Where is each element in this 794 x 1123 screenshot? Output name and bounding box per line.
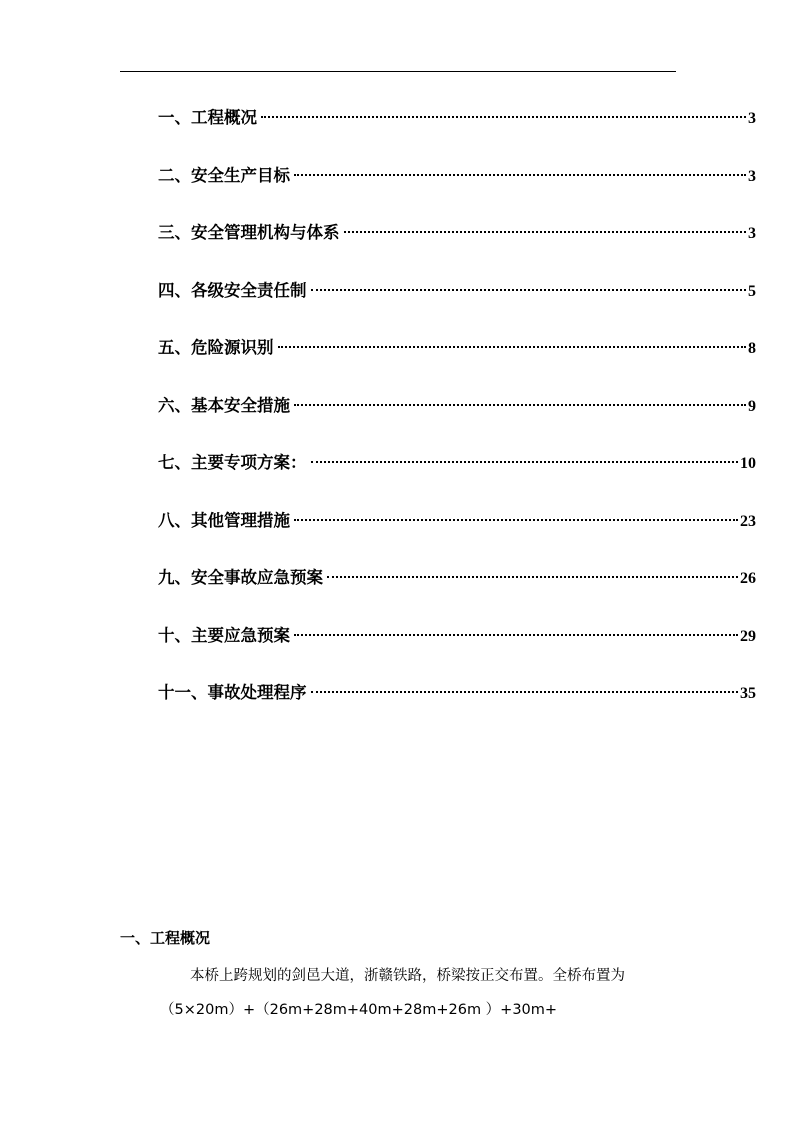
toc-dot-leader bbox=[311, 289, 747, 291]
toc-entry-page: 8 bbox=[748, 340, 756, 357]
table-of-contents bbox=[158, 104, 756, 737]
toc-dot-leader bbox=[261, 116, 746, 118]
toc-entry-title: 十、主要应急预案 bbox=[158, 625, 290, 645]
toc-entry-title: 十一、事故处理程序 bbox=[158, 683, 307, 702]
toc-dot-leader bbox=[327, 576, 738, 578]
toc-entry[interactable] bbox=[158, 104, 756, 162]
toc-entry-title: 六、基本安全措施 bbox=[158, 395, 290, 415]
toc-entry[interactable] bbox=[158, 277, 756, 335]
toc-entry-page: 35 bbox=[740, 685, 756, 702]
toc-dot-leader bbox=[294, 404, 746, 406]
toc-entry-title: 四、各级安全责任制 bbox=[158, 280, 307, 300]
toc-entry[interactable] bbox=[158, 334, 756, 392]
toc-entry-page: 10 bbox=[740, 455, 756, 472]
toc-entry-page: 26 bbox=[740, 570, 756, 587]
toc-entry-page: 3 bbox=[748, 225, 756, 242]
section-heading: 一、工程概况 bbox=[120, 929, 211, 947]
toc-entry-title: 二、安全生产目标 bbox=[158, 165, 290, 185]
toc-entry-title: 三、安全管理机构与体系 bbox=[158, 223, 340, 242]
toc-entry[interactable] bbox=[158, 219, 756, 277]
toc-dot-leader bbox=[294, 519, 738, 521]
toc-entry-page: 5 bbox=[748, 282, 756, 300]
toc-dot-leader bbox=[344, 231, 747, 233]
toc-entry[interactable] bbox=[158, 622, 756, 680]
toc-entry-page: 3 bbox=[748, 167, 756, 185]
toc-entry-title: 九、安全事故应急预案 bbox=[158, 568, 323, 587]
paragraph-line: 本桥上跨规划的剑邑大道，浙赣铁路，桥梁按正交布置。全桥布置为 bbox=[190, 968, 625, 984]
toc-dot-leader bbox=[278, 346, 747, 348]
paragraph-line: （5×20m）+（26m+28m+40m+28m+26m ）+30m+ bbox=[160, 1002, 558, 1018]
toc-entry-page: 29 bbox=[740, 627, 756, 645]
toc-entry[interactable] bbox=[158, 449, 756, 507]
toc-entry-page: 3 bbox=[748, 110, 756, 127]
toc-dot-leader bbox=[311, 461, 739, 463]
toc-entry-page: 9 bbox=[748, 397, 756, 415]
toc-entry-title: 七、主要专项方案： bbox=[158, 453, 307, 472]
toc-entry-title: 五、危险源识别 bbox=[158, 338, 274, 357]
toc-entry-title: 八、其他管理措施 bbox=[158, 510, 290, 530]
toc-dot-leader bbox=[294, 634, 738, 636]
toc-entry[interactable] bbox=[158, 679, 756, 737]
toc-dot-leader bbox=[294, 174, 746, 176]
header-rule bbox=[120, 71, 676, 72]
toc-entry[interactable] bbox=[158, 392, 756, 450]
toc-dot-leader bbox=[311, 691, 739, 693]
toc-entry-title: 一、工程概况 bbox=[158, 108, 257, 127]
toc-entry[interactable] bbox=[158, 507, 756, 565]
toc-entry-page: 23 bbox=[740, 512, 756, 530]
toc-entry[interactable] bbox=[158, 162, 756, 220]
toc-entry[interactable] bbox=[158, 564, 756, 622]
